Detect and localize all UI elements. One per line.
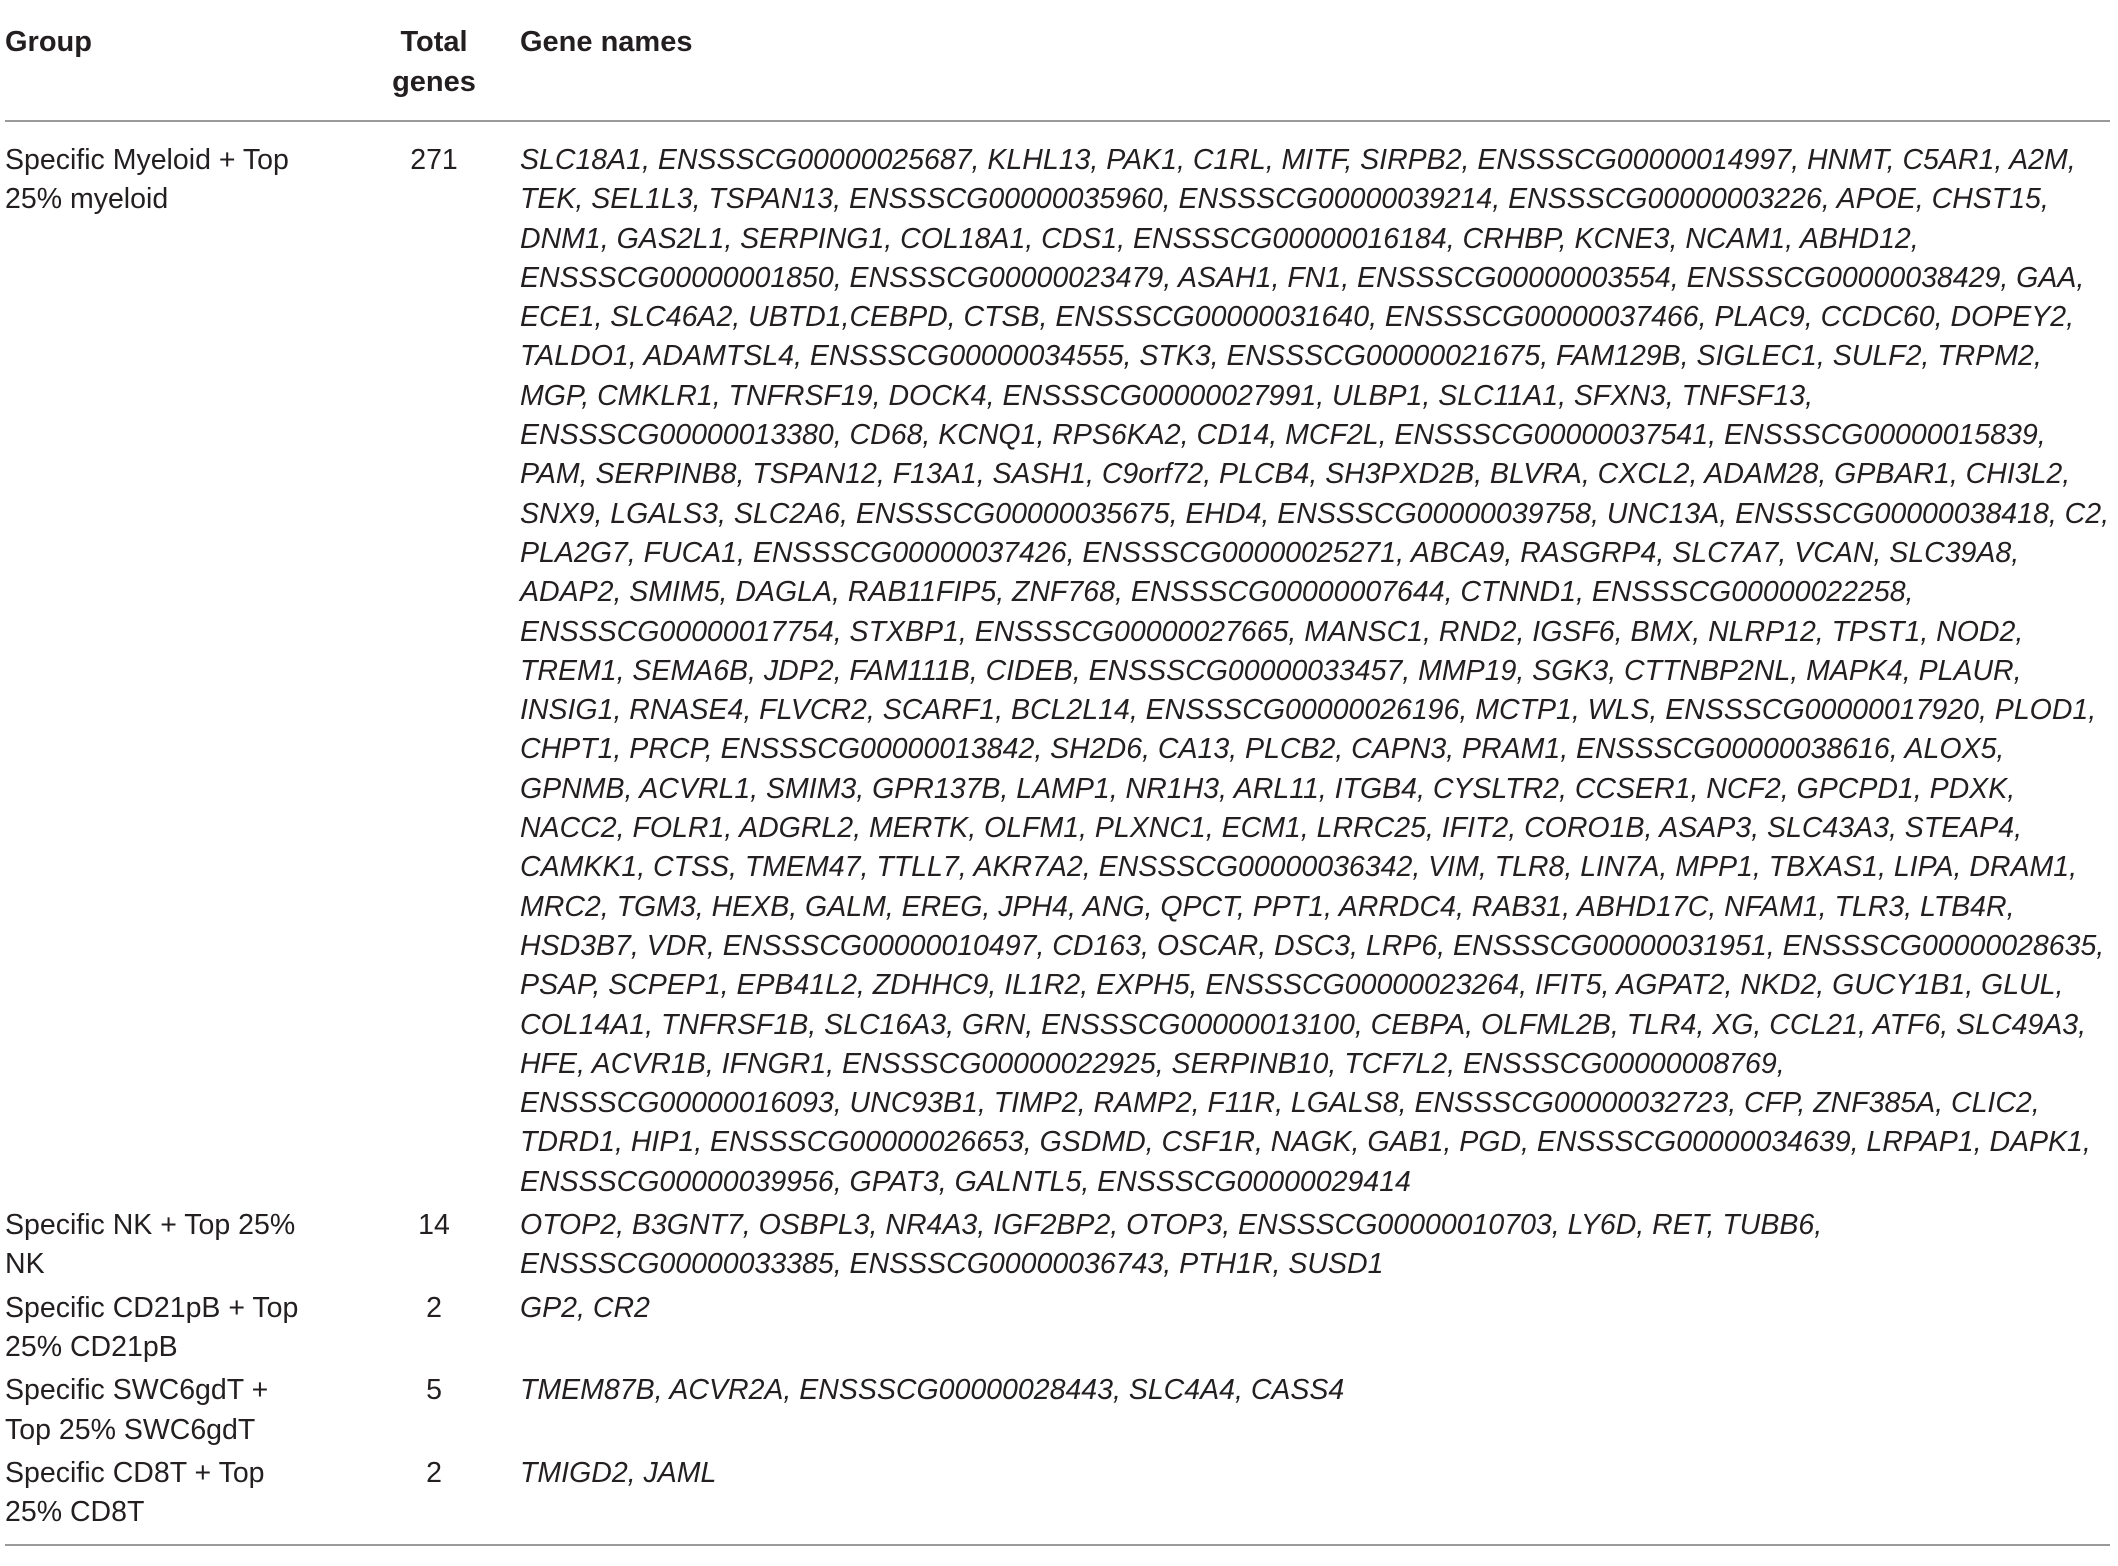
table-header [5,0,2110,121]
table-row [5,121,2110,1204]
cell-group: Specific SWC6gdT + Top 25% SWC6gdT [5,1374,269,1446]
header-total-genes [350,0,518,121]
header-total-genes-label: Total genes [392,26,476,98]
gene-table [5,0,2110,1546]
cell-gene-names: GP2, CR2 [520,1291,650,1324]
cell-total-genes: 2 [426,1291,442,1324]
cell-total-genes: 2 [426,1456,442,1489]
cell-gene-names: SLC18A1, ENSSSCG00000025687, KLHL13, PAK1, C1RL, MITF, SIRPB2, ENSSSCG00000014997, HNMT, C5AR1, A2M, TEK, SEL1L3, TSPAN13, ENSSSCG00000035960, ENSSSCG00000039214, ENSSSCG00000003226, APOE, CHST15, DNM1, GAS2L1, SERPING1, COL18A1, CDS1, ENSSSCG00000016184, CRHBP, KCNE3, NCAM1, ABHD12, ENSSSCG00000001850, ENSSSCG00000023479, ASAH1, FN1, ENSSSCG00000003554, ENSSSCG00000038429, GAA, ECE1, SLC46A2, UBTD1,CEBPD, CTSB, ENSSSCG00000031640, ENSSSCG00000037466, PLAC9, CCDC60, DOPEY2, TALDO1, ADAMTSL4, ENSSSCG00000034555, STK3, ENSSSCG00000021675, FAM129B, SIGLEC1, SULF2, TRPM2, MGP, CMKLR1, TNFRSF19, DOCK4, ENSSSCG00000027991, ULBP1, SLC11A1, SFXN3, TNFSF13, ENSSSCG00000013380, CD68, KCNQ1, RPS6KA2, CD14, MCF2L, ENSSSCG00000037541, ENSSSCG00000015839, PAM, SERPINB8, TSPAN12, F13A1, SASH1, C9orf72, PLCB4, SH3PXD2B, BLVRA, CXCL2, ADAM28, GPBAR1, CHI3L2, SNX9, LGALS3, SLC2A6, ENSSSCG00000035675, EHD4, ENSSSCG00000039758, UNC13A, ENSSSCG00000038418, C2, PLA2G7, FUCA1, ENSSSCG00000037426, ENSSSCG00000025271, ABCA9, RASGRP4, SLC7A7, VCAN, SLC39A8, ADAP2, SMIM5, DAGLA, RAB11FIP5, ZNF768, ENSSSCG00000007644, CTNND1, ENSSSCG00000022258, ENSSSCG00000017754, STXBP1, ENSSSCG00000027665, MANSC1, RND2, IGSF6, BMX, NLRP12, TPST1, NOD2, TREM1, SEMA6B, JDP2, FAM111B, CIDEB, ENSSSCG00000033457, MMP19, SGK3, CTTNBP2NL, MAPK4, PLAUR, INSIG1, RNASE4, FLVCR2, SCARF1, BCL2L14, ENSSSCG00000026196, MCTP1, WLS, ENSSSCG00000017920, PLOD1, CHPT1, PRCP, ENSSSCG00000013842, SH2D6, CA13, PLCB2, CAPN3, PRAM1, ENSSSCG00000038616, ALOX5, GPNMB, ACVRL1, SMIM3, GPR137B, LAMP1, NR1H3, ARL11, ITGB4, CYSLTR2, CCSER1, NCF2, GPCPD1, PDXK, NACC2, FOLR1, ADGRL2, MERTK, OLFM1, PLXNC1, ECM1, LRRC25, IFIT2, CORO1B, ASAP3, SLC43A3, STEAP4, CAMKK1, CTSS, TMEM47, TTLL7, AKR7A2, ENSSSCG00000036342, VIM, TLR8, LIN7A, MPP1, TBXAS1, LIPA, DRAM1, MRC2, TGM3, HEXB, GALM, EREG, JPH4, ANG, QPCT, PPT1, ARRDC4, RAB31, ABHD17C, NFAM1, TLR3, LTB4R, HSD3B7, VDR, ENSSSCG00000010497, CD163, OSCAR, DSC3, LRP6, ENSSSCG00000031951, ENSSSCG00000028635, PSAP, SCPEP1, EPB41L2, ZDHHC9, IL1R2, EXPH5, ENSSSCG00000023264, IFIT5, AGPAT2, NKD2, GUCY1B1, GLUL, COL14A1, TNFRSF1B, SLC16A3, GRN, ENSSSCG00000013100, CEBPA, OLFML2B, TLR4, XG, CCL21, ATF6, SLC49A3, HFE, ACVR1B, IFNGR1, ENSSSCG00000022925, SERPINB10, TCF7L2, ENSSSCG00000008769, ENSSSCG00000016093, UNC93B1, TIMP2, RAMP2, F11R, LGALS8, ENSSSCG00000032723, CFP, ZNF385A, CLIC2, TDRD1, HIP1, ENSSSCG00000026653, GSDMD, CSF1R, NAGK, GAB1, PGD, ENSSSCG00000034639, LRPAP1, DAPK1, ENSSSCG00000039956, GPAT3, GALNTL5, ENSSSCG00000029414 [520,144,2110,1198]
cell-group: Specific CD8T + Top 25% CD8T [5,1456,265,1529]
table-row [5,1204,2110,1287]
table-row [5,1452,2110,1546]
table-row [5,1287,2110,1370]
header-row [5,0,2110,121]
header-gene-names: Gene names [518,0,2110,121]
cell-group: Specific Myeloid + Top 25% myeloid [5,144,289,216]
table-row [5,1369,2110,1452]
cell-gene-names: TMIGD2, JAML [520,1456,717,1489]
cell-total-genes: 271 [410,144,458,176]
cell-total-genes: 14 [418,1209,450,1242]
cell-total-genes: 5 [426,1374,442,1407]
header-group: Group [5,0,350,121]
cell-gene-names: OTOP2, B3GNT7, OSBPL3, NR4A3, IGF2BP2, OTOP3, ENSSSCG00000010703, LY6D, RET, TUBB6, ENSSSCG00000033385, ENSSSCG00000036743, PTH1R, SUSD1 [520,1209,1823,1281]
cell-group: Specific NK + Top 25% NK [5,1209,296,1281]
cell-gene-names: TMEM87B, ACVR2A, ENSSSCG00000028443, SLC4A4, CASS4 [520,1374,1345,1407]
cell-group: Specific CD21pB + Top 25% CD21pB [5,1291,299,1363]
table-body [5,121,2110,1545]
